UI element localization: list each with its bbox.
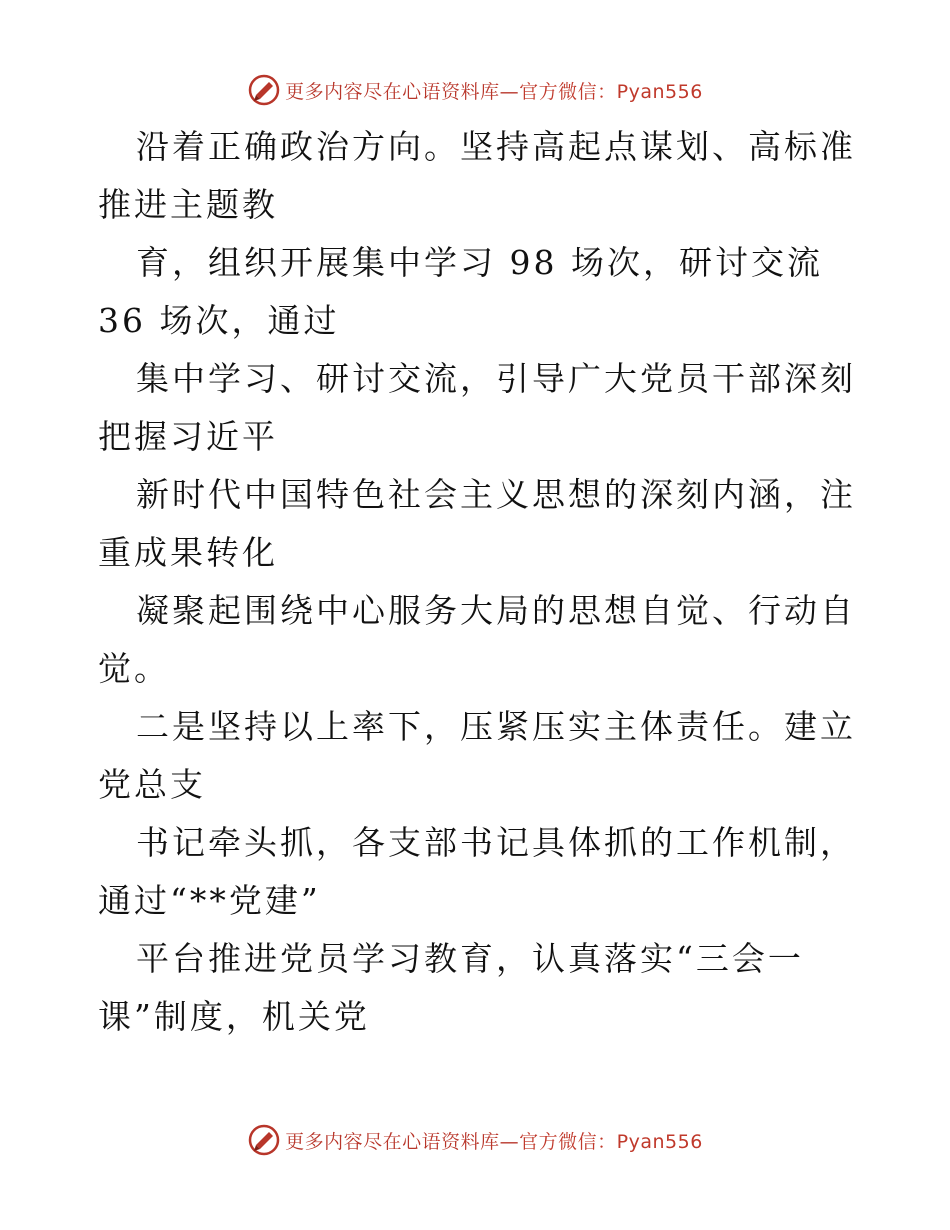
pen-logo-icon [247,1123,281,1157]
banner-text [285,77,703,104]
paragraph: 沿着正确政治方向。坚持高起点谋划、高标准推进主题教 [98,127,856,224]
header-banner [0,70,950,110]
paragraph: 书记牵头抓，各支部书记具体抓的工作机制，通过“**党建” [98,823,856,920]
banner-wechat: 官方微信：Pyan556 [519,80,703,103]
paragraph: 凝聚起围绕中心服务大局的思想自觉、行动自觉。 [98,591,856,688]
paragraph: 育，组织开展集中学习 98 场次，研讨交流 36 场次，通过 [98,243,823,340]
pen-logo-icon [247,73,281,107]
banner-text [285,1127,703,1154]
paragraph: 新时代中国特色社会主义思想的深刻内涵，注重成果转化 [98,475,856,572]
banner-wechat: 官方微信：Pyan556 [519,1130,703,1153]
footer-banner [0,1120,950,1160]
document-body [98,118,858,1046]
paragraph: 平台推进党员学习教育，认真落实“三会一课”制度，机关党 [98,939,804,1036]
paragraph: 二是坚持以上率下，压紧压实主体责任。建立党总支 [98,707,856,804]
paragraph: 集中学习、研讨交流，引导广大党员干部深刻把握习近平 [98,359,856,456]
banner-text-main: 更多内容尽在心语资料库 [285,1130,500,1153]
banner-dash: — [499,80,520,103]
banner-text-main: 更多内容尽在心语资料库 [285,80,500,103]
banner-dash: — [499,1130,520,1153]
